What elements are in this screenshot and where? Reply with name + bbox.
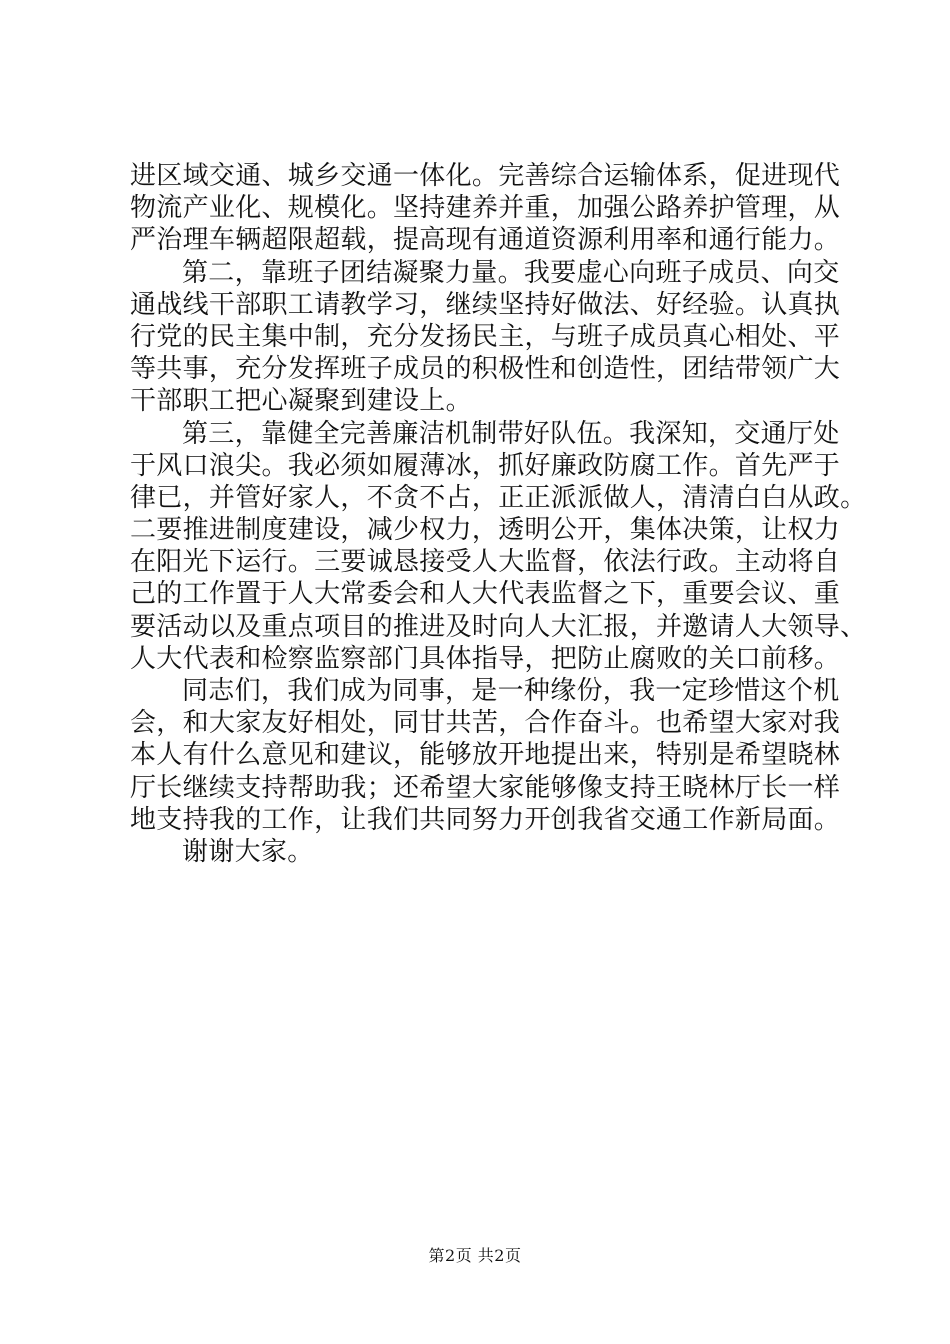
text-line: 律已，并管好家人，不贪不占，正正派派做人，清清白白从政。	[130, 482, 867, 513]
text-line: 干部职工把心凝聚到建设上。	[130, 386, 472, 417]
text-line: 行党的民主集中制，充分发扬民主，与班子成员真心相处、平	[130, 321, 841, 352]
text-line: 要活动以及重点项目的推进及时向人大汇报，并邀请人大领导、	[130, 611, 867, 642]
text-line: 厅长继续支持帮助我；还希望大家能够像支持王晓林厅长一样	[130, 772, 841, 803]
text-line: 二要推进制度建设，减少权力，透明公开，集体决策，让权力	[130, 515, 841, 546]
text-line: 人大代表和检察监察部门具体指导，把防止腐败的关口前移。	[130, 643, 841, 674]
text-line: 会，和大家友好相处，同甘共苦，合作奋斗。也希望大家对我	[130, 708, 841, 739]
text-line: 于风口浪尖。我必须如履薄冰，抓好廉政防腐工作。首先严于	[130, 450, 841, 481]
text-line: 在阳光下运行。三要诚恳接受人大监督，依法行政。主动将自	[130, 547, 841, 578]
text-line: 物流产业化、规模化。坚持建养并重，加强公路养护管理，从	[130, 193, 841, 224]
text-line: 地支持我的工作，让我们共同努力开创我省交通工作新局面。	[130, 804, 841, 835]
text-line: 第二，靠班子团结凝聚力量。我要虚心向班子成员、向交	[182, 257, 840, 288]
text-line: 同志们，我们成为同事，是一种缘份，我一定珍惜这个机	[182, 676, 840, 706]
page-footer: 第2页 共2页	[428, 1246, 522, 1265]
document-body	[130, 160, 867, 868]
text-line: 严治理车辆超限超载，提高现有通道资源利用率和通行能力。	[130, 225, 841, 256]
text-line: 己的工作置于人大常委会和人大代表监督之下，重要会议、重	[130, 579, 841, 610]
text-line: 通战线干部职工请教学习，继续坚持好做法、好经验。认真执	[130, 289, 841, 320]
text-line: 进区域交通、城乡交通一体化。完善综合运输体系，促进现代	[130, 161, 841, 191]
text-line: 第三，靠健全完善廉洁机制带好队伍。我深知，交通厅处	[182, 418, 840, 449]
text-line: 谢谢大家。	[182, 836, 314, 867]
text-line: 等共事，充分发挥班子成员的积极性和创造性，团结带领广大	[130, 354, 841, 385]
text-line: 本人有什么意见和建议，能够放开地提出来，特别是希望晓林	[130, 740, 841, 771]
